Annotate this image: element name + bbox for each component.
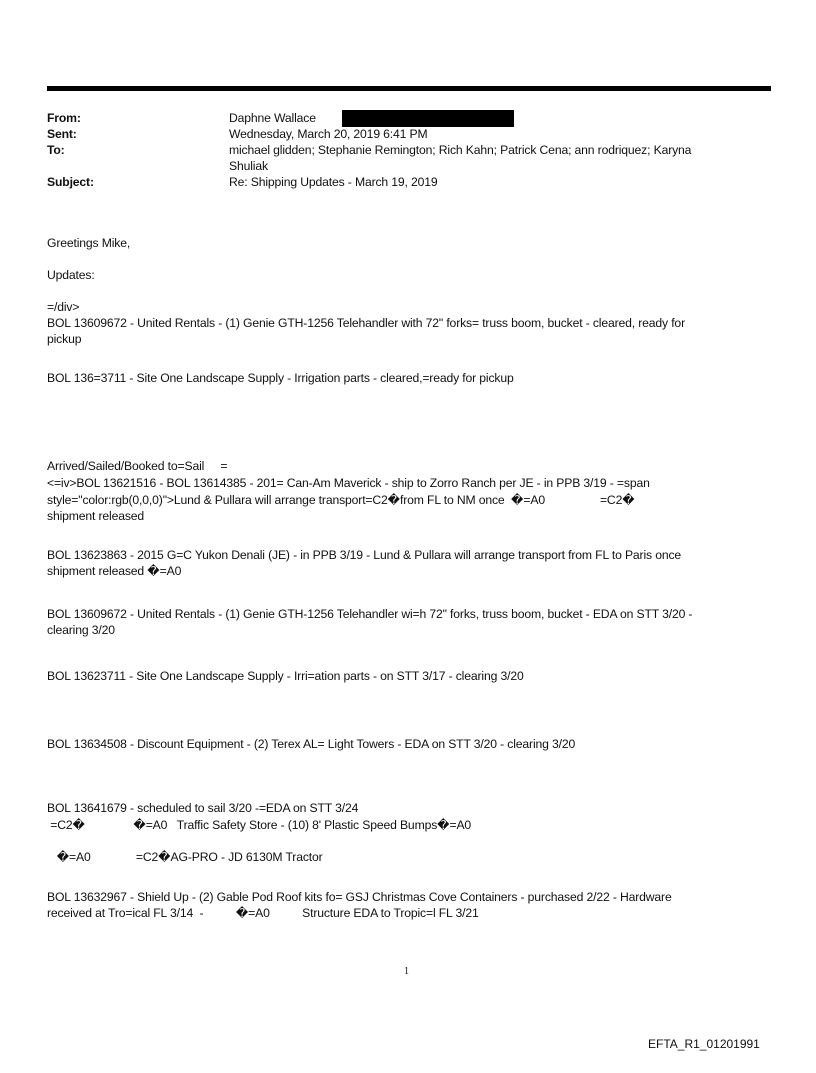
- subject-label: Subject:: [47, 175, 94, 189]
- header-divider: [47, 86, 771, 91]
- sent-label: Sent:: [47, 127, 77, 141]
- body-line: BOL 13609672 - United Rentals - (1) Genie GTH-1256 Telehandler wi=h 72" forks, truss boom, bucket - EDA on STT 3/20 -: [47, 607, 693, 621]
- body-line: pickup: [47, 332, 82, 346]
- body-line: BOL 13623711 - Site One Landscape Supply - Irri=ation parts - on STT 3/17 - clearing 3/20: [47, 669, 524, 683]
- body-line: =C2� �=A0 Traffic Safety Store - (10) 8' Plastic Speed Bumps�=A0: [47, 818, 472, 832]
- sent-value: Wednesday, March 20, 2019 6:41 PM: [229, 127, 428, 141]
- from-label: From:: [47, 111, 81, 125]
- body-line: Arrived/Sailed/Booked to=Sail =: [47, 459, 228, 473]
- body-line: <=iv>BOL 13621516 - BOL 13614385 - 201= Can-Am Maverick - ship to Zorro Ranch per JE - in PPB 3/19 - =span: [47, 476, 650, 490]
- body-line: shipment released �=A0: [47, 564, 182, 578]
- from-value: Daphne Wallace: [229, 111, 316, 125]
- to-label: To:: [47, 143, 65, 157]
- page-number: 1: [404, 966, 409, 977]
- body-line: clearing 3/20: [47, 623, 115, 637]
- redaction-box: [342, 110, 514, 127]
- body-line: BOL 13641679 - scheduled to sail 3/20 -=EDA on STT 3/24: [47, 801, 359, 815]
- body-line: BOL 13634508 - Discount Equipment - (2) Terex AL= Light Towers - EDA on STT 3/20 - clearing 3/20: [47, 737, 576, 751]
- greeting: Greetings Mike,: [47, 236, 131, 250]
- updates-heading: Updates:: [47, 268, 95, 282]
- document-id: EFTA_R1_01201991: [648, 1037, 760, 1051]
- body-line: BOL 13623863 - 2015 G=C Yukon Denali (JE) - in PPB 3/19 - Lund & Pullara will arrange transport from FL to Paris once: [47, 548, 682, 562]
- to-value-cont: Shuliak: [229, 159, 268, 173]
- body-line: �=A0 =C2�AG-PRO - JD 6130M Tractor: [47, 850, 323, 864]
- body-line: BOL 13609672 - United Rentals - (1) Genie GTH-1256 Telehandler with 72" forks= truss boom, bucket - cleared, ready for: [47, 316, 685, 330]
- body-line: BOL 136=3711 - Site One Landscape Supply - Irrigation parts - cleared,=ready for pickup: [47, 371, 514, 385]
- body-line: received at Tro=ical FL 3/14 - �=A0 Structure EDA to Tropic=l FL 3/21: [47, 906, 479, 920]
- to-value: michael glidden; Stephanie Remington; Rich Kahn; Patrick Cena; ann rodriquez; Karyna: [229, 143, 692, 157]
- body-line: BOL 13632967 - Shield Up - (2) Gable Pod Roof kits fo= GSJ Christmas Cove Containers - purchased 2/22 - Hardware: [47, 890, 672, 904]
- body-line: =/div>: [47, 300, 80, 314]
- body-line: shipment released: [47, 509, 145, 523]
- body-line: style="color:rgb(0,0,0)">Lund & Pullara will arrange transport=C2�from FL to NM once �=A0 =C2�: [47, 493, 635, 507]
- subject-value: Re: Shipping Updates - March 19, 2019: [229, 175, 438, 189]
